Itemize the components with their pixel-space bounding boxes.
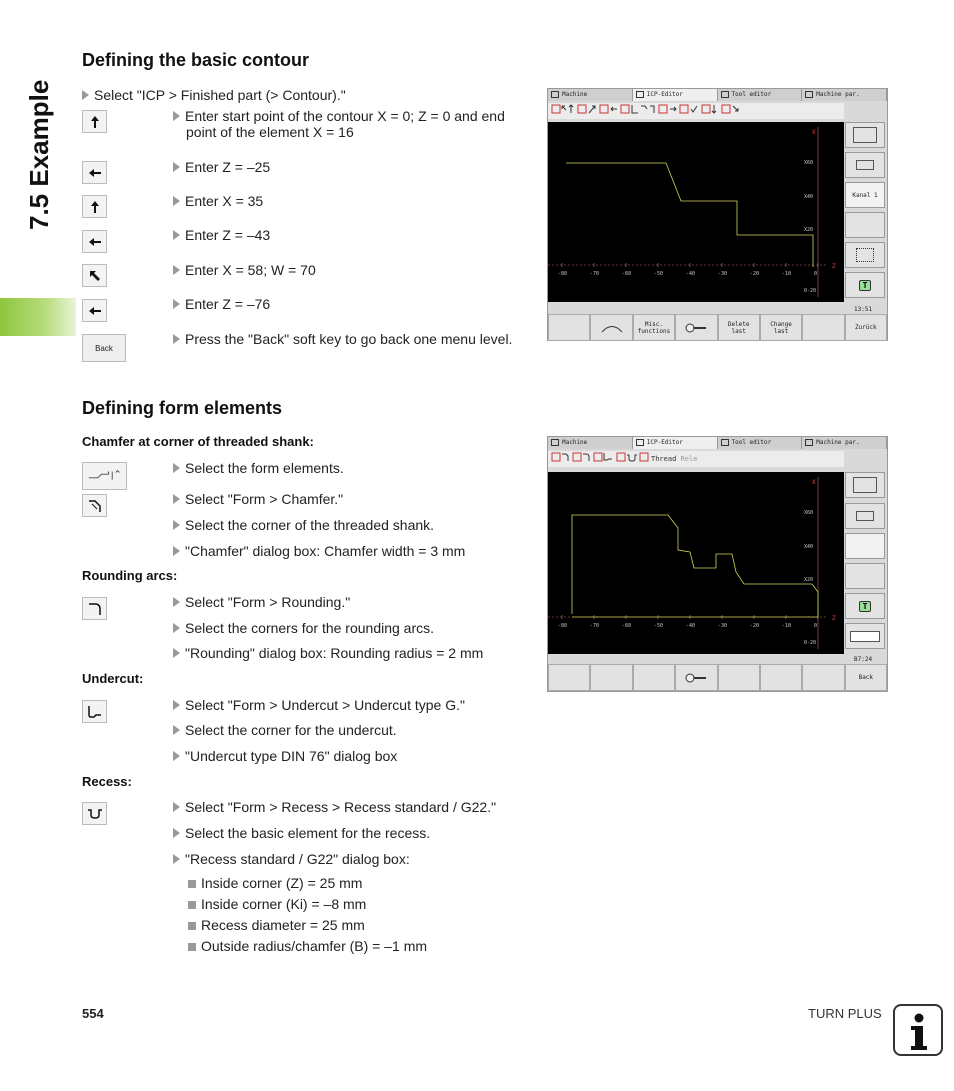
recess-param-inside-corner-ki: Inside corner (Ki) = –8 mm [188,896,366,912]
step-recess-element: Select the basic element for the recess. [173,825,430,841]
contour-icon-row [548,103,844,119]
arrow-up-key[interactable] [82,110,107,133]
view-icon [853,477,877,493]
recess-icon [86,806,104,822]
view-icon [853,127,877,143]
tab-icp-editor[interactable]: ICP-Editor [633,89,718,101]
step-select-chamfer: Select "Form > Chamfer." [173,491,343,507]
form-icon-row [548,451,844,467]
machine-par-icon [805,91,813,98]
tab-tool-editor[interactable]: Tool editor [718,437,803,449]
step-recess-dialog: "Recess standard / G22" dialog box: [173,851,410,867]
undercut-key[interactable] [82,700,107,723]
step-z-43: Enter Z = –43 [173,227,270,243]
x-tick-label: -40 [686,623,696,629]
softkey-delete-last[interactable]: Delete last [718,314,760,341]
side-key-empty-1[interactable] [845,533,885,559]
screen2-tabs [548,437,887,449]
y-tick-label: X20 [804,227,814,233]
tool-icon [856,160,874,170]
arrow-up-left-key[interactable] [82,264,107,287]
contour-direction-icons [551,103,771,115]
softkey-3[interactable] [633,664,675,691]
step-rounding-dialog: "Rounding" dialog box: Rounding radius = 2 mm [173,645,483,661]
softkey-row [548,314,887,341]
undercut-icon [86,704,104,720]
heading-undercut: Undercut: [82,671,144,686]
softkey-misc-functions[interactable]: Misc. functions [633,314,675,341]
recess-param-inside-corner-z: Inside corner (Z) = 25 mm [188,875,362,891]
step-chamfer-corner: Select the corner of the threaded shank. [173,517,434,533]
y-tick-label: X60 [804,160,814,166]
intro-step: Select "ICP > Finished part (> Contour)." [82,87,346,103]
arrow-left-key-3[interactable] [82,299,107,322]
step-undercut-dialog: "Undercut type DIN 76" dialog box [173,748,397,764]
softkey-6[interactable] [760,664,802,691]
softkey-zoom[interactable] [675,664,717,691]
softkey-change-last[interactable]: Change last [760,314,802,341]
t-tool-icon: T [859,280,872,291]
side-key-empty-2[interactable] [845,563,885,589]
softkey-2[interactable] [590,664,632,691]
form-elements-icon [87,468,123,484]
form-elements-key[interactable] [82,462,127,490]
arc-icon [600,323,624,333]
softkey-zoom[interactable] [675,314,717,341]
recess-param-diameter: Recess diameter = 25 mm [188,917,365,933]
form-contour-plot [548,472,844,654]
machine-par-icon [805,439,813,446]
form-canvas [548,472,844,654]
x-tick-label: -80 [558,271,568,277]
form-element-icons [551,451,651,463]
cnc-screen-form-elements [547,436,888,692]
softkey-5[interactable] [718,664,760,691]
softkey-arc[interactable] [590,314,632,341]
side-chapter-title [14,30,64,250]
softkey-row-2 [548,664,887,691]
x-tick-label: -60 [622,623,632,629]
right-soft-keys [844,122,887,302]
axis-x-label: X [812,129,816,136]
arrow-up-icon [86,114,104,130]
tab-tool-editor[interactable]: Tool editor [718,89,803,101]
tab-machine[interactable]: Machine [548,89,633,101]
x-tick-label: -70 [590,271,600,277]
arrow-left-key[interactable] [82,161,107,184]
rounding-key[interactable] [82,597,107,620]
arrow-up-icon [86,199,104,215]
arrow-left-icon [86,165,104,181]
axis-x-label: X [812,479,816,486]
chapter-tab-marker [0,298,76,336]
x-tick-label: -80 [558,623,568,629]
step-rounding-corners: Select the corners for the rounding arcs. [173,620,434,636]
grid-icon [856,248,874,262]
step-z-25: Enter Z = –25 [173,159,270,175]
side-key-view[interactable] [845,122,885,148]
tab-machine[interactable]: Machine [548,437,633,449]
chamfer-key[interactable] [82,494,107,517]
softkey-1[interactable] [548,314,590,341]
contour-plot [548,122,844,302]
x-tick-label: -20 [750,271,760,277]
tool-icon [856,511,874,521]
side-key-channel[interactable]: Kanal 1 [845,182,885,208]
heading-recess: Recess: [82,774,132,789]
chapter-title-text: 7.5 Example [24,79,54,230]
y-tick-label: X20 [804,577,814,583]
tool-editor-icon [721,439,729,446]
recess-key[interactable] [82,802,107,825]
tab-icp-editor[interactable]: ICP-Editor [633,437,718,449]
right-soft-keys-2 [844,472,887,654]
x-tick-label: -70 [590,623,600,629]
y-tick-label: 0-20 [804,640,817,646]
clock: B7:24 [854,656,873,663]
softkey-7[interactable] [802,314,844,341]
x-tick-label: -60 [622,271,632,277]
x-tick-label: -10 [782,623,792,629]
screen-tabs [548,89,887,101]
softkey-1[interactable] [548,664,590,691]
arrow-left-icon [86,234,104,250]
rele-label: Rele [680,455,698,463]
x-tick-label: -30 [718,271,728,277]
side-key-zw[interactable] [845,623,885,649]
step-select-rounding: Select "Form > Rounding." [173,594,350,610]
step-z-76: Enter Z = –76 [173,296,270,312]
side-key-tool[interactable] [845,503,885,529]
x-tick-label: 0 [814,623,818,629]
side-key-view[interactable] [845,472,885,498]
icp-editor-icon [636,91,644,98]
step-undercut-corner: Select the corner for the undercut. [173,722,397,738]
machine-icon [551,91,559,98]
step-start-point: Enter start point of the contour X = 0; Z = 0 and end [173,108,505,124]
heading-rounding: Rounding arcs: [82,568,178,583]
step-start-point-cont: point of the element X = 16 [186,124,354,140]
section-title-form-elements: Defining form elements [82,398,283,418]
softkey-7[interactable] [802,664,844,691]
axis-z-label: Z [832,263,836,270]
step-select-undercut: Select "Form > Undercut > Undercut type G." [173,697,465,713]
section-title-basic-contour: Defining the basic contour [82,50,310,70]
x-tick-label: 0 [814,271,818,277]
icp-editor-icon [636,439,644,446]
softkey-back[interactable]: Back [845,664,887,691]
contour-line [566,163,813,267]
info-icon [893,1004,943,1056]
y-tick-label: X40 [804,544,814,550]
x-tick-label: -30 [718,623,728,629]
x-tick-label: -20 [750,623,760,629]
heading-chamfer: Chamfer at corner of threaded shank: [82,434,314,449]
y-tick-label: X40 [804,194,814,200]
x-tick-label: -10 [782,271,792,277]
page-number: 554 [82,1006,104,1021]
x-tick-label: -50 [654,623,664,629]
side-key-grid[interactable] [845,242,885,268]
x-tick-label: -40 [686,271,696,277]
magnifier-icon [684,672,708,684]
y-tick-label: 0-20 [804,288,817,294]
clock: 13:51 [854,306,873,313]
cnc-screen-icp-editor [547,88,888,341]
arrow-left-key-2[interactable] [82,230,107,253]
side-key-t[interactable] [845,272,885,298]
step-select-recess: Select "Form > Recess > Recess standard / G22." [173,799,496,815]
tab-machine-par[interactable]: Machine par. [802,89,887,101]
z-w-switch-icon [850,631,880,642]
step-select-form-elements: Select the form elements. [173,460,344,476]
magnifier-icon [684,322,708,334]
arrow-up-key-2[interactable] [82,195,107,218]
recess-param-outside-radius: Outside radius/chamfer (B) = –1 mm [188,938,427,954]
footer-section: TURN PLUS [808,1006,882,1021]
contour-canvas [548,122,844,302]
side-key-empty[interactable] [845,212,885,238]
softkey-zurueck[interactable]: Zurück [845,314,887,341]
tab-machine-par[interactable]: Machine par. [802,437,887,449]
back-soft-key[interactable]: Back [82,334,126,362]
step-x-58: Enter X = 58; W = 70 [173,262,316,278]
thread-label: Thread [651,455,677,463]
y-tick-label: X60 [804,510,814,516]
step-chamfer-dialog: "Chamfer" dialog box: Chamfer width = 3 mm [173,543,465,559]
arrow-up-left-icon [86,268,104,284]
tool-editor-icon [721,91,729,98]
rounding-icon [86,601,104,617]
chamfer-icon [86,498,104,514]
side-key-t[interactable] [845,593,885,619]
step-x-35: Enter X = 35 [173,193,263,209]
side-key-tool[interactable] [845,152,885,178]
x-tick-label: -50 [654,271,664,277]
step-back: Press the "Back" soft key to go back one menu level. [173,331,512,347]
axis-z-label: Z [832,615,836,622]
arrow-left-icon [86,303,104,319]
machine-icon [551,439,559,446]
contour-line [572,515,818,617]
t-tool-icon: T [859,601,872,612]
